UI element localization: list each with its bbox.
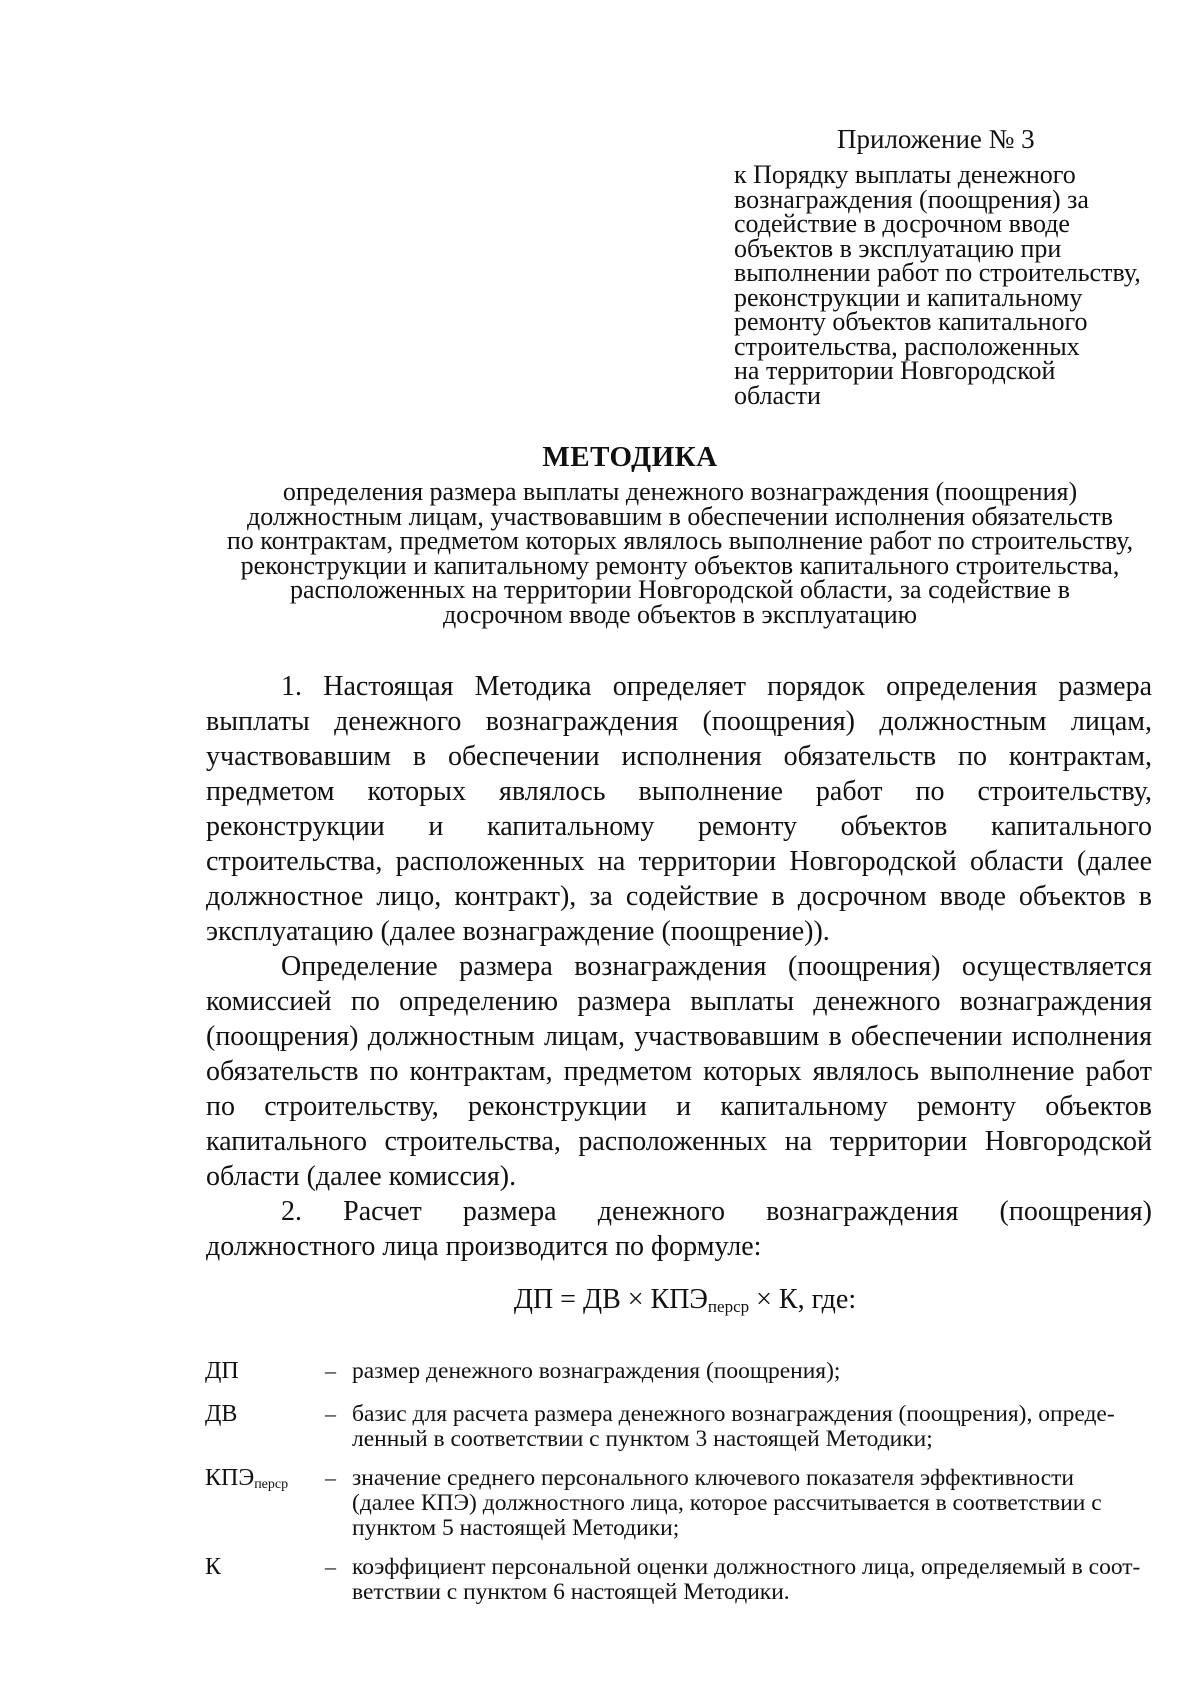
document-title: МЕТОДИКА — [542, 441, 718, 473]
paragraph-line: Определение размера вознаграждения (поощрения) осуществляется — [281, 951, 1152, 982]
paragraph-line: (поощрения) должностным лицам, участвовавшим в обеспечении исполнения — [206, 1021, 1152, 1052]
paragraph-line: реконструкции и капитальному ремонту объектов капитального — [206, 811, 1152, 842]
annex-line: реконструкции и капитальному — [734, 282, 1083, 312]
definition-term — [205, 1358, 239, 1384]
definition-term — [205, 1554, 221, 1580]
paragraph-line: капитального строительства, расположенных на территории Новгородской — [206, 1126, 1152, 1157]
subtitle-line: расположенных на территории Новгородской области, за содействие в — [290, 575, 1070, 604]
term-text: К — [205, 1554, 222, 1580]
definition-dash: – — [325, 1465, 336, 1490]
definition-line: размер денежного вознаграждения (поощрения); — [352, 1358, 841, 1384]
definition-term — [205, 1465, 288, 1498]
definition-line: значение среднего персонального ключевого показателя эффективности — [352, 1465, 1074, 1491]
annex-line: выполнении работ по строительству, — [734, 258, 1141, 287]
annex-line: области — [734, 380, 821, 410]
annex-title: Приложение № 3 — [837, 124, 1035, 154]
paragraph-line: участвовавшим в обеспечении исполнения обязательств по контрактам, — [206, 741, 1152, 772]
formula-subscript: перср — [707, 1297, 750, 1316]
subtitle-line: реконструкции и капитальному ремонту объектов капитального строительства, — [240, 550, 1120, 580]
definition-dash: – — [325, 1554, 336, 1579]
definition-line: пунктом 5 настоящей Методики; — [352, 1515, 680, 1541]
paragraph-line: комиссией по определению размера выплаты денежного вознаграждения — [206, 986, 1152, 1017]
annex-line: ремонту объектов капитального — [734, 307, 1088, 336]
annex-line: объектов в эксплуатацию при — [734, 233, 1062, 263]
subtitle-line: досрочном вводе объектов в эксплуатацию — [442, 599, 918, 629]
term-subscript: перср — [254, 1477, 289, 1492]
term-text: ДВ — [205, 1401, 238, 1427]
annex-line: вознаграждения (поощрения) за — [734, 184, 1089, 214]
definition-text — [352, 1555, 1160, 1605]
definition-line: ленный в соответствии с пунктом 3 настоящей Методики; — [352, 1426, 933, 1452]
paragraph-line: должностного лица производится по формуле: — [206, 1231, 762, 1262]
definition-line: базис для расчета размера денежного вознаграждения (поощрения), опреде- — [352, 1401, 1115, 1427]
paragraph-line: 1. Настоящая Методика определяет порядок определения размера — [281, 671, 1152, 702]
definition-text — [352, 1359, 1160, 1384]
subtitle-line: должностным лицам, участвовавшим в обеспечении исполнения обязательств — [246, 501, 1114, 531]
definition-line: коэффициент персональной оценки должностного лица, определяемый в соот- — [352, 1554, 1141, 1580]
formula-right: × К, где: — [749, 1284, 857, 1315]
paragraph-line: 2. Расчет размера денежного вознаграждения (поощрения) — [281, 1196, 1152, 1227]
term-text: ДП — [205, 1358, 239, 1384]
paragraph-line: области (далее комиссия). — [206, 1161, 517, 1192]
definition-line: ветствии с пунктом 6 настоящей Методики. — [352, 1579, 790, 1605]
paragraph-line: строительства, расположенных на территории Новгородской области (далее — [206, 846, 1152, 877]
annex-line: на территории Новгородской — [734, 356, 1056, 385]
annex-description — [734, 160, 1154, 410]
paragraph-line: выплаты денежного вознаграждения (поощрения) должностным лицам, — [206, 706, 1152, 737]
paragraph-line: эксплуатацию (далее вознаграждение (поощрение)). — [206, 916, 830, 947]
document-subtitle — [200, 477, 1160, 629]
paragraph-line: предметом которых являлось выполнение работ по строительству, — [206, 776, 1152, 807]
definition-dash: – — [325, 1358, 336, 1383]
definition-text — [352, 1466, 1160, 1541]
formula-left: ДП = ДВ × КПЭ — [513, 1284, 708, 1315]
definition-term — [205, 1401, 237, 1427]
annex-line: содействие в досрочном вводе — [734, 209, 1070, 238]
definition-dash: – — [325, 1401, 336, 1426]
annex-line: строительства, расположенных — [734, 331, 1080, 361]
paragraph-line: обязательств по контрактам, предметом которых являлось выполнение работ — [206, 1056, 1152, 1087]
paragraph-line: должностное лицо, контракт), за содействие в досрочном вводе объектов в — [206, 881, 1152, 912]
annex-line: к Порядку выплаты денежного — [734, 160, 1076, 189]
subtitle-line: определения размера выплаты денежного вознаграждения (поощрения) — [282, 477, 1078, 506]
subtitle-line: по контрактам, предметом которых являлось выполнение работ по строительству, — [226, 526, 1134, 555]
paragraph-line: по строительству, реконструкции и капитальному ремонту объектов — [206, 1091, 1152, 1122]
definition-text — [352, 1402, 1160, 1452]
formula — [0, 1283, 1200, 1324]
term-text: КПЭ — [205, 1465, 255, 1491]
definition-line: (далее КПЭ) должностного лица, которое рассчитывается в соответствии с — [352, 1490, 1102, 1516]
